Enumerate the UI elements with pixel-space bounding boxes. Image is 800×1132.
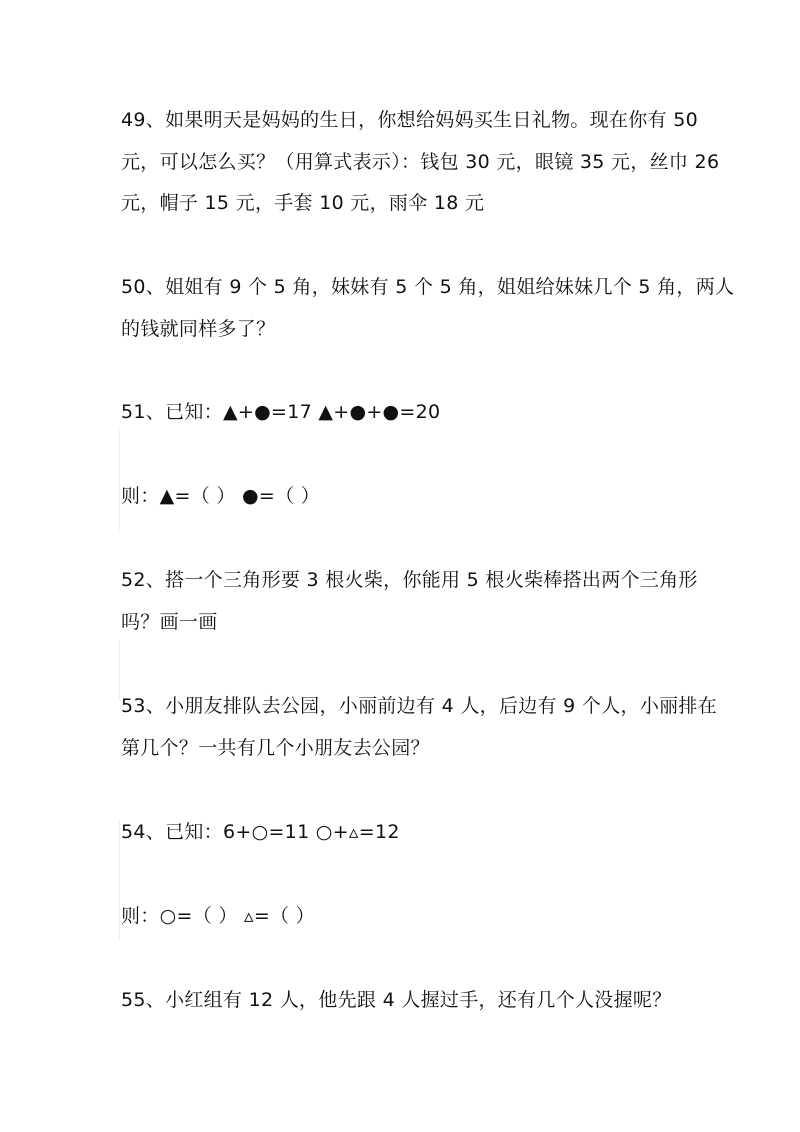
question-52-line-2: 吗？画一画: [121, 611, 218, 633]
scan-edge-mark: [119, 430, 120, 530]
question-49-line-3: 元，帽子 15 元，手套 10 元，雨伞 18 元: [121, 192, 485, 214]
question-49-line-2: 元，可以怎么买？（用算式表示）：钱包 30 元，眼镜 35 元，丝巾 26: [121, 151, 720, 173]
question-54-answer-blanks: 则：○=（ ） ▵=（ ）: [121, 905, 315, 927]
question-54-given: 54、已知：6+○=11 ○+▵=12: [121, 821, 400, 843]
scan-edge-mark: [119, 640, 120, 700]
question-55-line-1: 55、小红组有 12 人，他先跟 4 人握过手，还有几个人没握呢？: [121, 989, 672, 1011]
question-53-line-2: 第几个？一共有几个小朋友去公园？: [121, 737, 430, 759]
question-51-answer-blanks: 则：▲=（ ） ●=（ ）: [121, 485, 321, 507]
question-49-line-1: 49、如果明天是妈妈的生日，你想给妈妈买生日礼物。现在你有 50: [121, 109, 698, 131]
question-51-given: 51、已知：▲+●=17 ▲+●+●=20: [121, 401, 441, 423]
question-53-line-1: 53、小朋友排队去公园，小丽前边有 4 人，后边有 9 个人，小丽排在: [121, 695, 718, 717]
question-50-line-2: 的钱就同样多了？: [121, 318, 276, 340]
scan-edge-mark: [119, 820, 120, 940]
question-52-line-1: 52、搭一个三角形要 3 根火柴，你能用 5 根火柴棒搭出两个三角形: [121, 569, 698, 591]
question-50-line-1: 50、姐姐有 9 个 5 角，妹妹有 5 个 5 角，姐姐给妹妹几个 5 角，两人: [121, 276, 735, 298]
